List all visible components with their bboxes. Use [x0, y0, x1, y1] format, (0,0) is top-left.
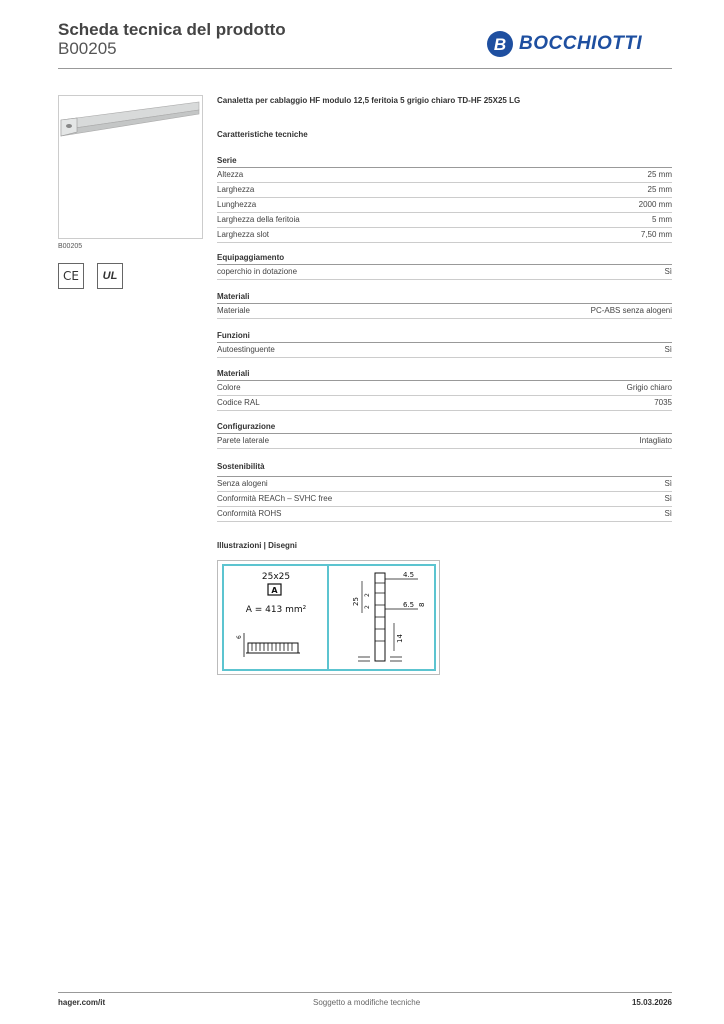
drawing-dim-small-1: 2 [364, 593, 371, 597]
image-caption: B00205 [58, 243, 83, 250]
drawing-dim-bottom: 14 [396, 634, 404, 643]
spec-row: Codice RAL 7035 [217, 396, 672, 411]
spec-row: Autoestinguente Sì [217, 343, 672, 358]
spec-row: Larghezza 25 mm [217, 183, 672, 198]
drawing-dim-mid: 6.5 [403, 601, 415, 609]
spec-row: Conformità ROHS Sì [217, 507, 672, 522]
drawing-dim-side: 6 [236, 635, 243, 639]
brand-logo-icon [486, 30, 514, 58]
section-title: Configurazione [217, 422, 276, 431]
footer-date: 15.03.2026 [631, 998, 672, 1007]
ul-mark-icon: UL [97, 263, 123, 289]
brand-logo [486, 28, 666, 60]
section-title: Equipaggiamento [217, 253, 285, 262]
section-title: Materiali [217, 292, 250, 301]
spec-row: Lunghezza 2000 mm [217, 198, 672, 213]
drawing-size-label: 25x25 [261, 572, 291, 582]
drawing-area-label: A = 413 mm² [245, 605, 307, 615]
spec-row: Senza alogeni Sì [217, 477, 672, 492]
spec-row: Materiale PC-ABS senza alogeni [217, 304, 672, 319]
section-title: Funzioni [217, 331, 250, 340]
spec-row: Larghezza della feritoia 5 mm [217, 213, 672, 228]
technical-drawing [217, 560, 440, 675]
product-code: B00205 [58, 39, 117, 58]
drawing-dim-right: 8 [418, 602, 426, 607]
illustrations-title: Illustrazioni | Disegni [217, 541, 298, 550]
spec-row: Colore Grigio chiaro [217, 381, 672, 396]
footer-website: hager.com/it [58, 998, 106, 1007]
tech-title: Caratteristiche tecniche [217, 130, 308, 139]
spec-row: Larghezza slot 7,50 mm [217, 228, 672, 243]
page-title: Scheda tecnica del prodotto [58, 20, 286, 39]
spec-row: Parete laterale Intagliato [217, 434, 672, 449]
product-name: Canaletta per cablaggio HF modulo 12,5 feritoia 5 grigio chiaro TD-HF 25X25 LG [217, 96, 521, 105]
svg-text:B: B [493, 35, 507, 54]
header-divider [58, 68, 672, 69]
brand-name: BOCCHIOTTI [519, 33, 643, 54]
product-image [58, 95, 203, 239]
section-title: Sostenibilità [217, 462, 265, 471]
drawing-dim-small-2: 2 [364, 605, 371, 609]
section-title: Serie [217, 156, 237, 165]
drawing-dim-height: 25 [352, 597, 360, 606]
spec-row: Conformità REACh – SVHC free Sì [217, 492, 672, 507]
section-title: Materiali [217, 369, 250, 378]
drawing-badge: A [271, 586, 278, 595]
spec-row: Altezza 25 mm [217, 168, 672, 183]
drawing-dim-top: 4.5 [403, 571, 415, 579]
ce-mark-icon: CE [58, 263, 84, 289]
footer-divider [58, 992, 672, 993]
footer-note: Soggetto a modifiche tecniche [313, 998, 421, 1007]
spec-row: coperchio in dotazione Sì [217, 265, 672, 280]
